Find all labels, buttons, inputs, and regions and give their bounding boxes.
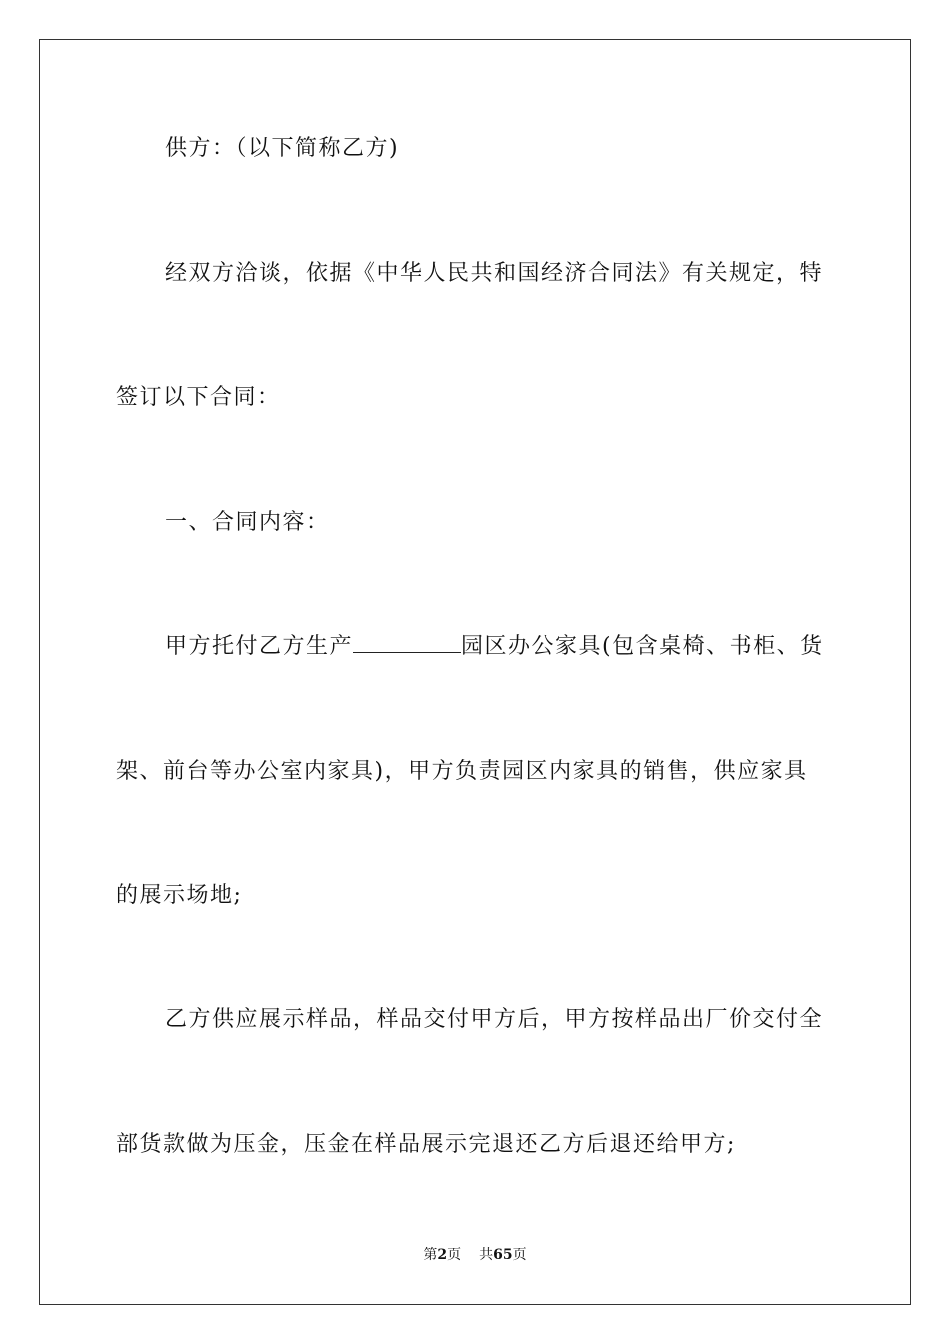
page-border [39,39,911,1305]
footer-page-prefix: 第 [423,1247,438,1263]
paragraph-sample-line-1: 乙方供应展示样品，样品交付甲方后，甲方按样品出厂价交付全 [165,1007,824,1032]
supplier-line: 供方：（以下简称乙方) [165,136,400,161]
section-heading-contract-content: 一、合同内容： [165,510,330,535]
paragraph-entrust-line-3: 的展示场地; [116,883,243,908]
paragraph-intro-line-2: 签订以下合同： [116,385,281,410]
paragraph-entrust-line-1 [165,632,824,662]
paragraph-sample-line-2: 部货款做为压金，压金在样品展示完退还乙方后退还给甲方; [116,1132,736,1157]
paragraph-entrust-line-2: 架、前台等办公室内家具)，甲方负责园区内家具的销售，供应家具 [116,759,808,784]
footer-total-pages: 65 [493,1247,513,1263]
footer-page-number: 2 [437,1247,448,1263]
footer-total-prefix: 共 [479,1247,494,1263]
footer-total-suffix: 页 [512,1247,527,1263]
entrust-text-before-blank: 甲方托付乙方生产 [165,634,354,659]
entrust-text-after-blank: 园区办公家具(包含桌椅、书柜、货 [461,634,824,659]
paragraph-intro-line-1: 经双方洽谈，依据《中华人民共和国经济合同法》有关规定，特 [165,261,824,286]
fill-in-blank [353,632,461,653]
page-footer [0,1246,950,1264]
footer-page-suffix: 页 [447,1247,462,1263]
